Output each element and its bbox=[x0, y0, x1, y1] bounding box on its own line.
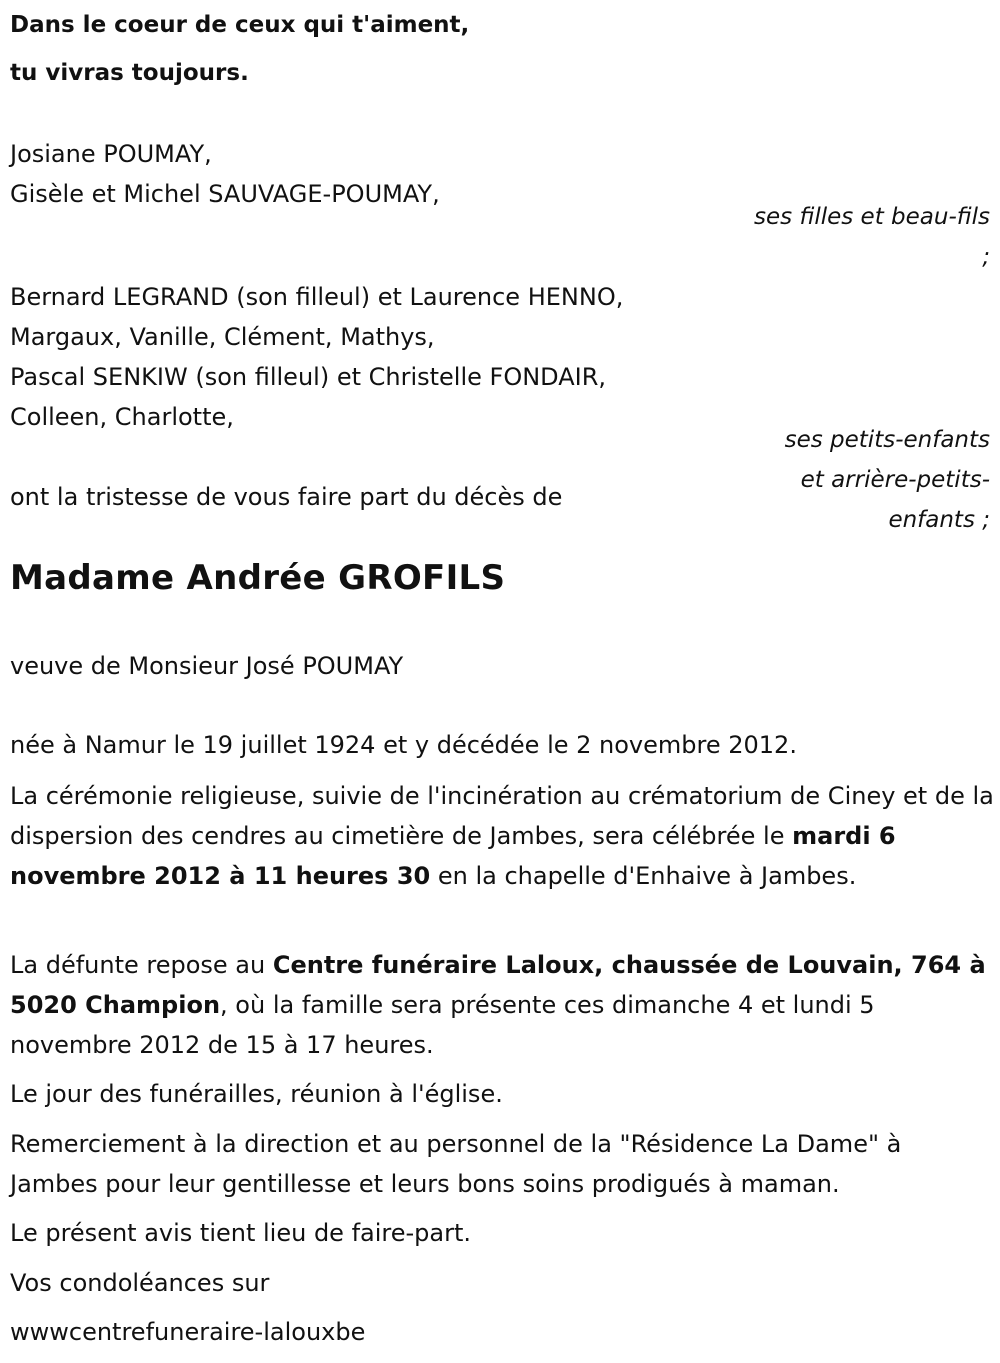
announcement: ont la tristesse de vous faire part du décès de bbox=[10, 483, 563, 511]
ceremony-text-before: La cérémonie religieuse, suivie de l'incinération au crématorium de Ciney et de la dispersion des cendres au cimetière de Jambes, sera célébrée le bbox=[10, 782, 994, 850]
ceremony-text-after: en la chapelle d'Enhaive à Jambes. bbox=[430, 862, 857, 890]
church-meeting: Le jour des funérailles, réunion à l'église. bbox=[10, 1080, 503, 1108]
family-daughter-2: Gisèle et Michel SAUVAGE-POUMAY, bbox=[10, 180, 440, 208]
widow-of: veuve de Monsieur José POUMAY bbox=[10, 652, 404, 680]
grandchildren-role-line-3: enfants ; bbox=[888, 507, 990, 533]
deceased-name: Madame Andrée GROFILS bbox=[10, 558, 506, 598]
thanks-paragraph: Remerciement à la direction et au personnel de la "Résidence La Dame" à Jambes pour leur gentillesse et leurs bons soins prodigués à maman. bbox=[10, 1130, 902, 1198]
motto-line-2: tu vivras toujours. bbox=[10, 60, 249, 86]
condolences-website: wwwcentrefuneraire-lalouxbe bbox=[10, 1318, 366, 1346]
daughters-role-line-2: ; bbox=[982, 244, 990, 270]
notice-text: Le présent avis tient lieu de faire-part. bbox=[10, 1219, 472, 1247]
visitation-text-before: La défunte repose au bbox=[10, 951, 273, 979]
ceremony-date: mardi 6 novembre 2012 à 11 heures 30 bbox=[10, 822, 896, 890]
visitation-paragraph bbox=[10, 945, 995, 1065]
family-grandchild-3: Pascal SENKIW (son filleul) et Christelle FONDAIR, bbox=[10, 363, 607, 391]
grandchildren-role-line-1: ses petits-enfants bbox=[784, 427, 990, 453]
family-grandchild-1: Bernard LEGRAND (son filleul) et Laurence HENNO, bbox=[10, 283, 624, 311]
motto-line-1: Dans le coeur de ceux qui t'aiment, bbox=[10, 12, 470, 38]
grandchildren-role-line-2: et arrière-petits- bbox=[800, 467, 990, 493]
daughters-role-line-1: ses filles et beau-fils bbox=[754, 204, 990, 230]
visitation-text-after: , où la famille sera présente ces dimanche 4 et lundi 5 novembre 2012 de 15 à 17 heures. bbox=[10, 991, 875, 1059]
ceremony-paragraph bbox=[10, 776, 995, 896]
family-grandchild-2: Margaux, Vanille, Clément, Mathys, bbox=[10, 323, 435, 351]
birth-death: née à Namur le 19 juillet 1924 et y décédée le 2 novembre 2012. bbox=[10, 731, 797, 759]
condolences-label: Vos condoléances sur bbox=[10, 1269, 270, 1297]
family-grandchild-4: Colleen, Charlotte, bbox=[10, 403, 234, 431]
visitation-place: Centre funéraire Laloux, chaussée de Louvain, 764 à 5020 Champion bbox=[10, 951, 986, 1019]
family-daughter-1: Josiane POUMAY, bbox=[10, 140, 212, 168]
